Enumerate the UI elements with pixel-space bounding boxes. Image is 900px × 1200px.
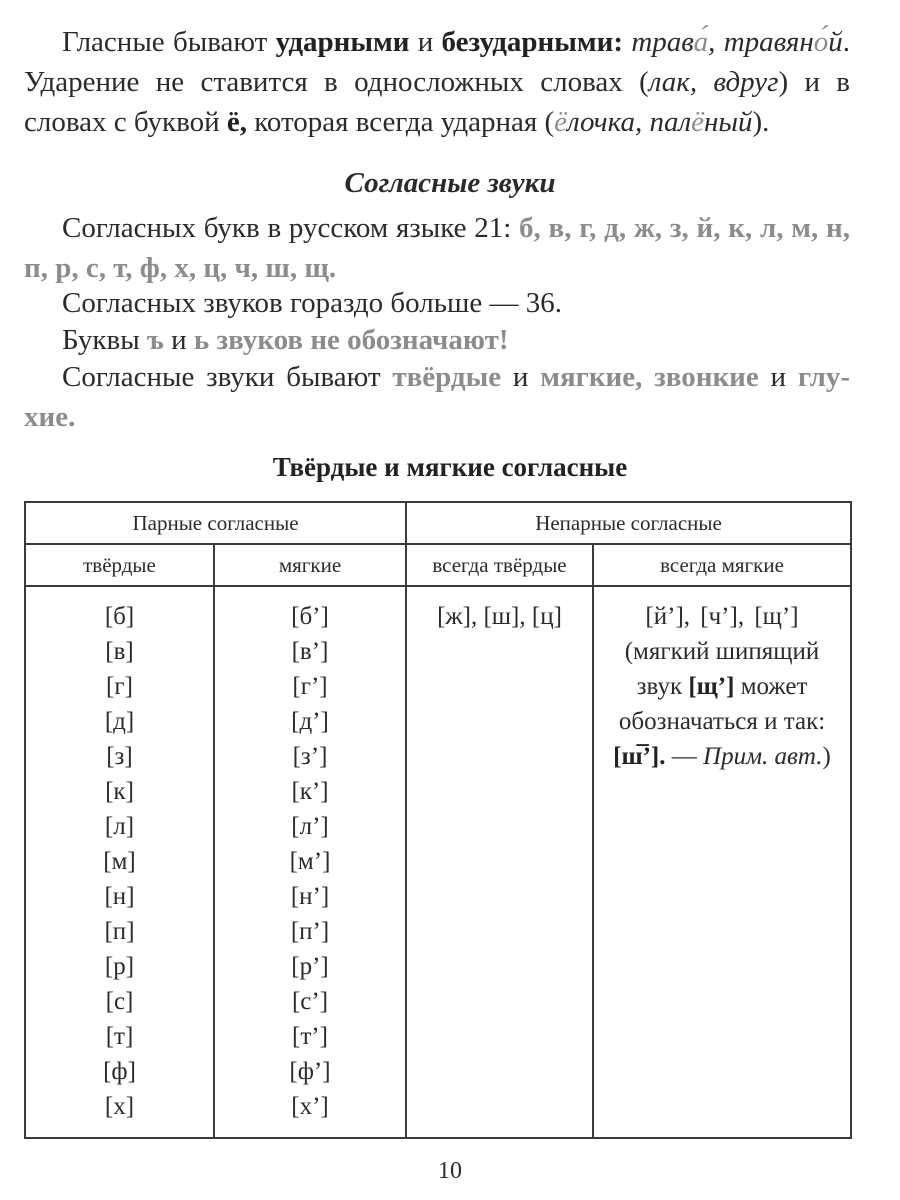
hard-consonant: [к] [105,778,134,805]
soft-consonant: [м’] [289,848,331,875]
hard-consonant: [м] [103,848,136,875]
soft-consonants-cell [214,586,406,1138]
hard-consonant: [х] [104,1093,135,1120]
text: и [758,361,798,393]
text: и [409,26,442,58]
hard-consonant: [д] [104,708,135,735]
always-soft-cell [593,586,851,1138]
text: ). [752,106,770,138]
soft-consonant: [в’] [291,638,329,665]
example-words-3: ёлочка, палёный [554,106,753,138]
soft-consonant: [г’] [292,673,328,700]
term-voiceless: глу- хие. [24,361,850,433]
soft-consonant: [т’] [292,1023,328,1050]
hard-consonant: [ф] [103,1058,136,1085]
header-soft: мягкие [214,544,406,586]
term-unstressed: безударными: [441,26,624,58]
soft-consonant: [с’] [291,988,329,1015]
table-group-header-row [25,502,851,544]
soft-consonant: [р’] [291,953,329,980]
header-hard: твёрдые [25,544,214,586]
letter-yo: ё, [226,106,248,138]
term-soft-voiced: мягкие, звонкие [540,361,759,393]
term-stressed: ударными [275,26,410,58]
vowels-paragraph [24,22,850,142]
soft-consonant: [ф’] [289,1058,331,1085]
table-title: Твёрдые и мягкие согласные [272,452,628,482]
soft-consonant: [н’] [290,883,330,910]
page-number: 10 [438,1158,462,1184]
soft-consonant: [д’] [291,708,329,735]
hard-consonant: [с] [105,988,134,1015]
hard-consonant: [п] [104,918,135,945]
section-heading: Согласные звуки [344,167,556,199]
always-hard-sounds: [ж], [ш], [ц] [437,603,562,630]
soft-consonant: [з’] [292,743,328,770]
term-hard: твёрдые [392,361,502,393]
soft-consonant: [к’] [291,778,329,805]
table-column-header-row [25,544,851,586]
soft-sign-note: ь звуков не обозначают! [193,324,509,356]
soft-consonant: [п’] [290,918,330,945]
hard-consonant: [з] [106,743,133,770]
hard-consonants-list [26,599,213,1124]
text: ) и в словах с буквой [24,66,850,138]
consonant-sounds-paragraph: Согласных звуков гораздо больше — 36. [62,287,562,319]
text: Согласные звуки бывают [62,361,393,393]
hard-consonant: [б] [104,603,135,630]
consonant-letters-paragraph [24,208,850,288]
hard-consonant: [г] [106,673,133,700]
header-paired: Парные согласные [25,502,406,544]
text: и [163,324,194,356]
text: и [501,361,541,393]
soft-consonant: [л’] [291,813,329,840]
always-hard-cell [406,586,593,1138]
text: Буквы [62,324,147,356]
author-note: (мягкий шипящий звук [щ’] может обозначаться и так: [ш̅’]. — Прим. авт.) [613,638,831,770]
example-words-1: трава́, травяно́й [631,26,843,58]
text: Согласных букв в русском языке 21: [62,212,520,244]
sound-types-paragraph [24,357,850,437]
header-unpaired: Непарные согласные [406,502,851,544]
text: Гласные бывают [62,26,276,58]
text: . Ударение не ставится в односложных словах ( [24,26,850,98]
soft-consonant: [х’] [291,1093,329,1120]
header-always-hard: всегда твёрдые [406,544,593,586]
consonants-table [24,501,852,1139]
hard-consonants-cell [25,586,214,1138]
soft-consonants-list [215,599,405,1124]
always-soft-sounds: [й’], [ч’], [щ’] [645,603,799,630]
consonant-letters-list: б, в, г, д, ж, з, й, к, л, м, н, п, р, с, т, ф, х, ц, ч, ш, щ. [24,212,850,284]
table-row [25,586,851,1138]
hard-consonant: [н] [104,883,135,910]
header-always-soft: всегда мягкие [593,544,851,586]
hard-soft-signs-paragraph [24,320,850,360]
hard-consonant: [л] [104,813,135,840]
hard-consonant: [т] [105,1023,134,1050]
example-words-2: лак, вдруг [648,66,779,98]
hard-consonant: [р] [104,953,135,980]
hard-consonant: [в] [105,638,134,665]
soft-consonant: [б’] [291,603,329,630]
text: которая всегда ударная ( [247,106,555,138]
hard-sign-letter: ъ [146,324,164,356]
